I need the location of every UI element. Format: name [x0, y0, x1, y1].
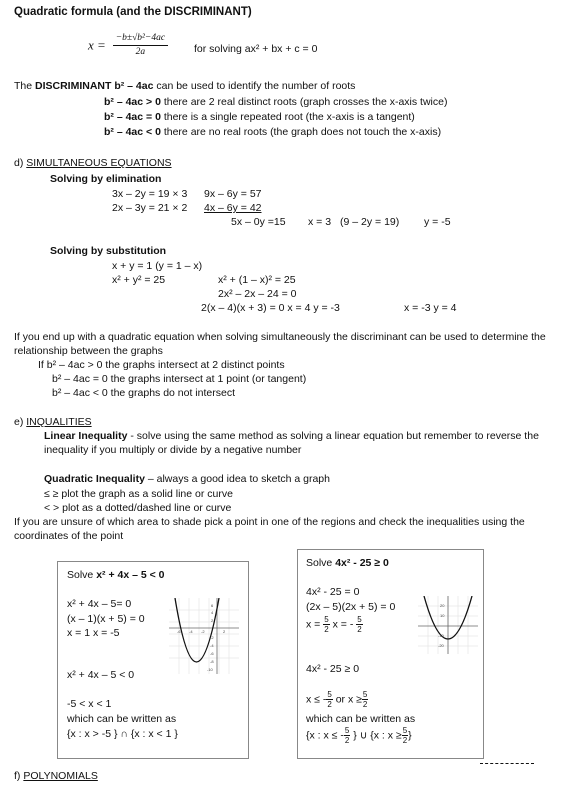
- box2-title: [306, 557, 389, 569]
- box2-root-1-label: x =: [306, 618, 321, 631]
- box2-set-2: } ∪ {x : x ≥: [350, 729, 402, 742]
- y-tick: -10: [207, 667, 213, 672]
- y-tick: -20: [438, 643, 444, 648]
- elim-result-x: x = 3: [308, 216, 332, 228]
- case-condition: b² – 4ac > 0: [104, 96, 161, 108]
- section-heading-simultaneous: [14, 157, 172, 169]
- y-tick: -2: [210, 635, 214, 640]
- simultaneous-paragraph-1: If you end up with a quadratic equation when solving simultaneously the discriminant can be used to determine the: [14, 331, 546, 343]
- box2-root-2-label: x = -: [332, 618, 354, 631]
- y-tick: -8: [210, 659, 214, 664]
- x-tick: -6: [177, 629, 181, 634]
- intro-prefix: The: [14, 80, 36, 92]
- frac-numerator: 5: [357, 615, 362, 624]
- box2-sol-2: or x ≥: [332, 693, 362, 706]
- simultaneous-case: If b² – 4ac > 0 the graphs intersect at 2 distinct points: [38, 359, 285, 371]
- frac-numerator: 5: [324, 615, 329, 624]
- box1-line-4: x² + 4x – 5 < 0: [67, 669, 135, 681]
- dotted-line-rule: < > plot as a dotted/dashed line or curve: [44, 502, 232, 514]
- case-text: there is a single repeated root (the x-axis is a tangent): [160, 111, 415, 123]
- elim-line-2a: 2x – 3y = 21 × 2: [112, 202, 188, 214]
- elim-result-sub: (9 – 2y = 19): [340, 216, 400, 228]
- box2-line-5: [306, 690, 368, 709]
- sub-line-2: x² + y² = 25: [112, 274, 166, 286]
- box1-line-1: x² + 4x – 5= 0: [67, 598, 132, 610]
- heading-text: SIMULTANEOUS EQUATIONS: [26, 157, 172, 169]
- y-tick: -4: [210, 643, 214, 648]
- box1-line-3: x = 1 x = -5: [67, 627, 120, 639]
- elim-result-y: y = -5: [424, 216, 451, 228]
- case-condition: b² – 4ac < 0: [104, 126, 161, 138]
- discriminant-case: [104, 96, 447, 108]
- quadratic-formula: [88, 32, 168, 59]
- box2-line-7: [306, 726, 412, 745]
- heading-prefix: d): [14, 157, 27, 169]
- x-tick: -4: [189, 629, 193, 634]
- box1-line-6: which can be written as: [67, 713, 177, 725]
- elim-line-3: 5x – 0y =15: [231, 216, 286, 228]
- frac-denominator: 2: [357, 625, 362, 634]
- frac-numerator: 5: [402, 726, 408, 735]
- frac-numerator: 5: [327, 690, 332, 699]
- frac-numerator: 5: [344, 726, 350, 735]
- shading-note-1: If you are unsure of which area to shade pick a point in one of the regions and check the inequalities using the: [14, 516, 525, 528]
- discriminant-case: [104, 111, 415, 123]
- discriminant-case: [104, 126, 441, 138]
- intro-suffix: can be used to identify the number of roots: [153, 80, 356, 92]
- quad-title: Quadratic Inequality: [44, 473, 145, 485]
- linear-inequality-line: [44, 430, 539, 442]
- box2-line-1: 4x² - 25 = 0: [306, 586, 360, 598]
- y-tick: -10: [438, 633, 444, 638]
- frac-denominator: 2: [362, 700, 368, 709]
- frac-denominator: 2: [402, 736, 408, 745]
- formula-caption: for solving ax² + bx + c = 0: [194, 43, 318, 55]
- y-tick: 20: [440, 603, 445, 608]
- box2-title-prefix: Solve: [306, 557, 336, 569]
- linear-title: Linear Inequality: [44, 430, 128, 442]
- y-tick: 6: [211, 603, 214, 608]
- sub-line-6: x = -3 y = 4: [404, 302, 457, 314]
- y-tick: 10: [440, 613, 445, 618]
- elimination-title: Solving by elimination: [50, 173, 162, 185]
- example-box-2: [297, 549, 484, 759]
- y-tick: 2: [211, 618, 214, 623]
- section-heading-polynomials: [14, 770, 98, 782]
- frac-denominator: 2: [324, 625, 329, 634]
- box1-parabola-graph: [169, 598, 239, 674]
- box2-title-eq: 4x² - 25 ≥ 0: [335, 557, 389, 569]
- box1-line-2: (x – 1)(x + 5) = 0: [67, 613, 145, 625]
- box2-parabola-graph: [418, 596, 478, 654]
- y-tick: 4: [211, 610, 214, 615]
- sub-line-1: x + y = 1 (y = 1 – x): [112, 260, 203, 272]
- quadratic-inequality-line: [44, 473, 330, 485]
- discriminant-term: DISCRIMINANT b² – 4ac: [35, 80, 154, 92]
- simultaneous-paragraph-2: relationship between the graphs: [14, 345, 163, 357]
- frac-denominator: 2: [344, 736, 350, 745]
- case-text: there are no real roots (the graph does not touch the x-axis): [160, 126, 442, 138]
- box1-title: [67, 569, 165, 581]
- shading-note-2: coordinates of the point: [14, 530, 124, 542]
- box2-line-6: which can be written as: [306, 713, 416, 725]
- y-tick: -6: [210, 651, 214, 656]
- box2-line-3: [306, 615, 363, 634]
- sub-line-5: 2(x – 4)(x + 3) = 0 x = 4 y = -3: [201, 302, 340, 314]
- heading-text: POLYNOMIALS: [23, 770, 98, 782]
- box1-line-5: -5 < x < 1: [67, 698, 112, 710]
- case-condition: b² – 4ac = 0: [104, 111, 161, 123]
- box2-line-2: (2x – 5)(2x + 5) = 0: [306, 601, 396, 613]
- x-tick: -2: [201, 629, 205, 634]
- section-heading-inequalities: [14, 416, 92, 428]
- elim-line-1b: 9x – 6y = 57: [204, 188, 262, 200]
- box2-sol-1: x ≤ -: [306, 693, 327, 706]
- heading-prefix: f): [14, 770, 24, 782]
- box1-title-prefix: Solve: [67, 569, 97, 581]
- example-box-1: [57, 561, 249, 759]
- sub-line-4: 2x² – 2x – 24 = 0: [218, 288, 297, 300]
- elim-line-1a: 3x – 2y = 19 × 3: [112, 188, 188, 200]
- box1-line-7: {x : x > -5 } ∩ {x : x < 1 }: [67, 728, 178, 740]
- page-title: Quadratic formula (and the DISCRIMINANT): [14, 6, 252, 18]
- heading-text: INQUALITIES: [26, 416, 92, 428]
- formula-numerator: −b±√b²−4ac: [113, 32, 168, 46]
- linear-inequality-line-2: inequality if you multiply or divide by a negative number: [44, 444, 302, 456]
- box2-set-1: {x : x ≤ -: [306, 729, 344, 742]
- elim-line-2b: 4x – 6y = 42: [204, 202, 262, 214]
- frac-denominator: 2: [327, 700, 332, 709]
- solid-line-rule: ≤ ≥ plot the graph as a solid line or curve: [44, 488, 233, 500]
- heading-prefix: e): [14, 416, 27, 428]
- box1-title-eq: x² + 4x – 5 < 0: [96, 569, 165, 581]
- frac-numerator: 5: [362, 690, 368, 699]
- box2-line-4: 4x² - 25 ≥ 0: [306, 663, 360, 675]
- simultaneous-case: b² – 4ac = 0 the graphs intersect at 1 point (or tangent): [52, 373, 307, 385]
- sub-line-3: x² + (1 – x)² = 25: [218, 274, 296, 286]
- box2-set-3: }: [408, 729, 412, 742]
- linear-text: - solve using the same method as solving a linear equation but remember to reverse the: [127, 430, 539, 442]
- case-text: there are 2 real distinct roots (graph crosses the x-axis twice): [160, 96, 448, 108]
- dashed-rule: [480, 763, 534, 764]
- simultaneous-case: b² – 4ac < 0 the graphs do not intersect: [52, 387, 235, 399]
- quad-text: – always a good idea to sketch a graph: [144, 473, 330, 485]
- x-tick: 2: [223, 629, 226, 634]
- formula-lhs: x =: [88, 37, 106, 53]
- discriminant-intro: [14, 80, 355, 92]
- substitution-title: Solving by substitution: [50, 245, 167, 257]
- formula-denominator: 2a: [135, 47, 146, 57]
